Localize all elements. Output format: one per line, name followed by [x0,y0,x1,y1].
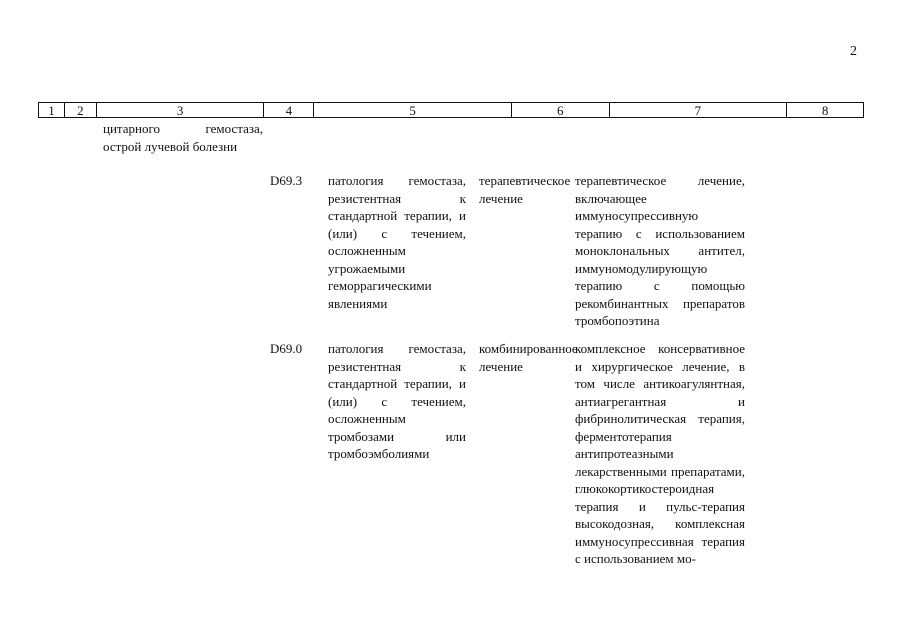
page-number: 2 [850,44,857,59]
header-cell-6: 6 [512,103,610,117]
header-cell-1: 1 [39,103,65,117]
header-cell-3: 3 [97,103,265,117]
row-1-col6: терапевтическое лечение [479,173,571,206]
row-2-col5: патология гемостаза, резистентная к стандартной терапии, и (или) с течением, осложненным тромбозами или тромбоэмболиями [328,341,466,461]
row-2-code: D69.0 [270,341,303,356]
row-2-col7: комплексное консервативное и хирургическое лечение, в том числе антикоагулянтная, антиагрегантная и фибринолитическая терапия, ферментотерапия антипротеазными лекарственными препаратами, глюкокортикостероидная терапия и пульс-терапия высокодозная, комплексная иммуносупрессивная терапия с использованием мо- [575,341,745,566]
header-cell-2: 2 [65,103,97,117]
row-1-col5: патология гемостаза, резистентная к стандартной терапии, и (или) с течением, осложненным угрожаемыми геморрагическими явлениями [328,173,466,311]
row-1-col7: терапевтическое лечение, включающее иммуносупрессивную терапию с использованием моноклональных антител, иммуномодулирующую терапию с помощью рекомбинантных препаратов тромбопоэтина [575,173,745,328]
header-cell-4: 4 [264,103,314,117]
header-cell-5: 5 [314,103,512,117]
header-cell-8: 8 [821,103,829,118]
row-2-col6: комбинированное лечение [479,341,578,374]
table-header-row [38,102,864,118]
carryover-col3-line-1: цитарного гемостаза, [103,121,263,136]
header-cell-7: 7 [610,103,788,117]
row-1-code: D69.3 [270,173,303,188]
carryover-col3-line-2: острой лучевой болезни [103,139,238,154]
